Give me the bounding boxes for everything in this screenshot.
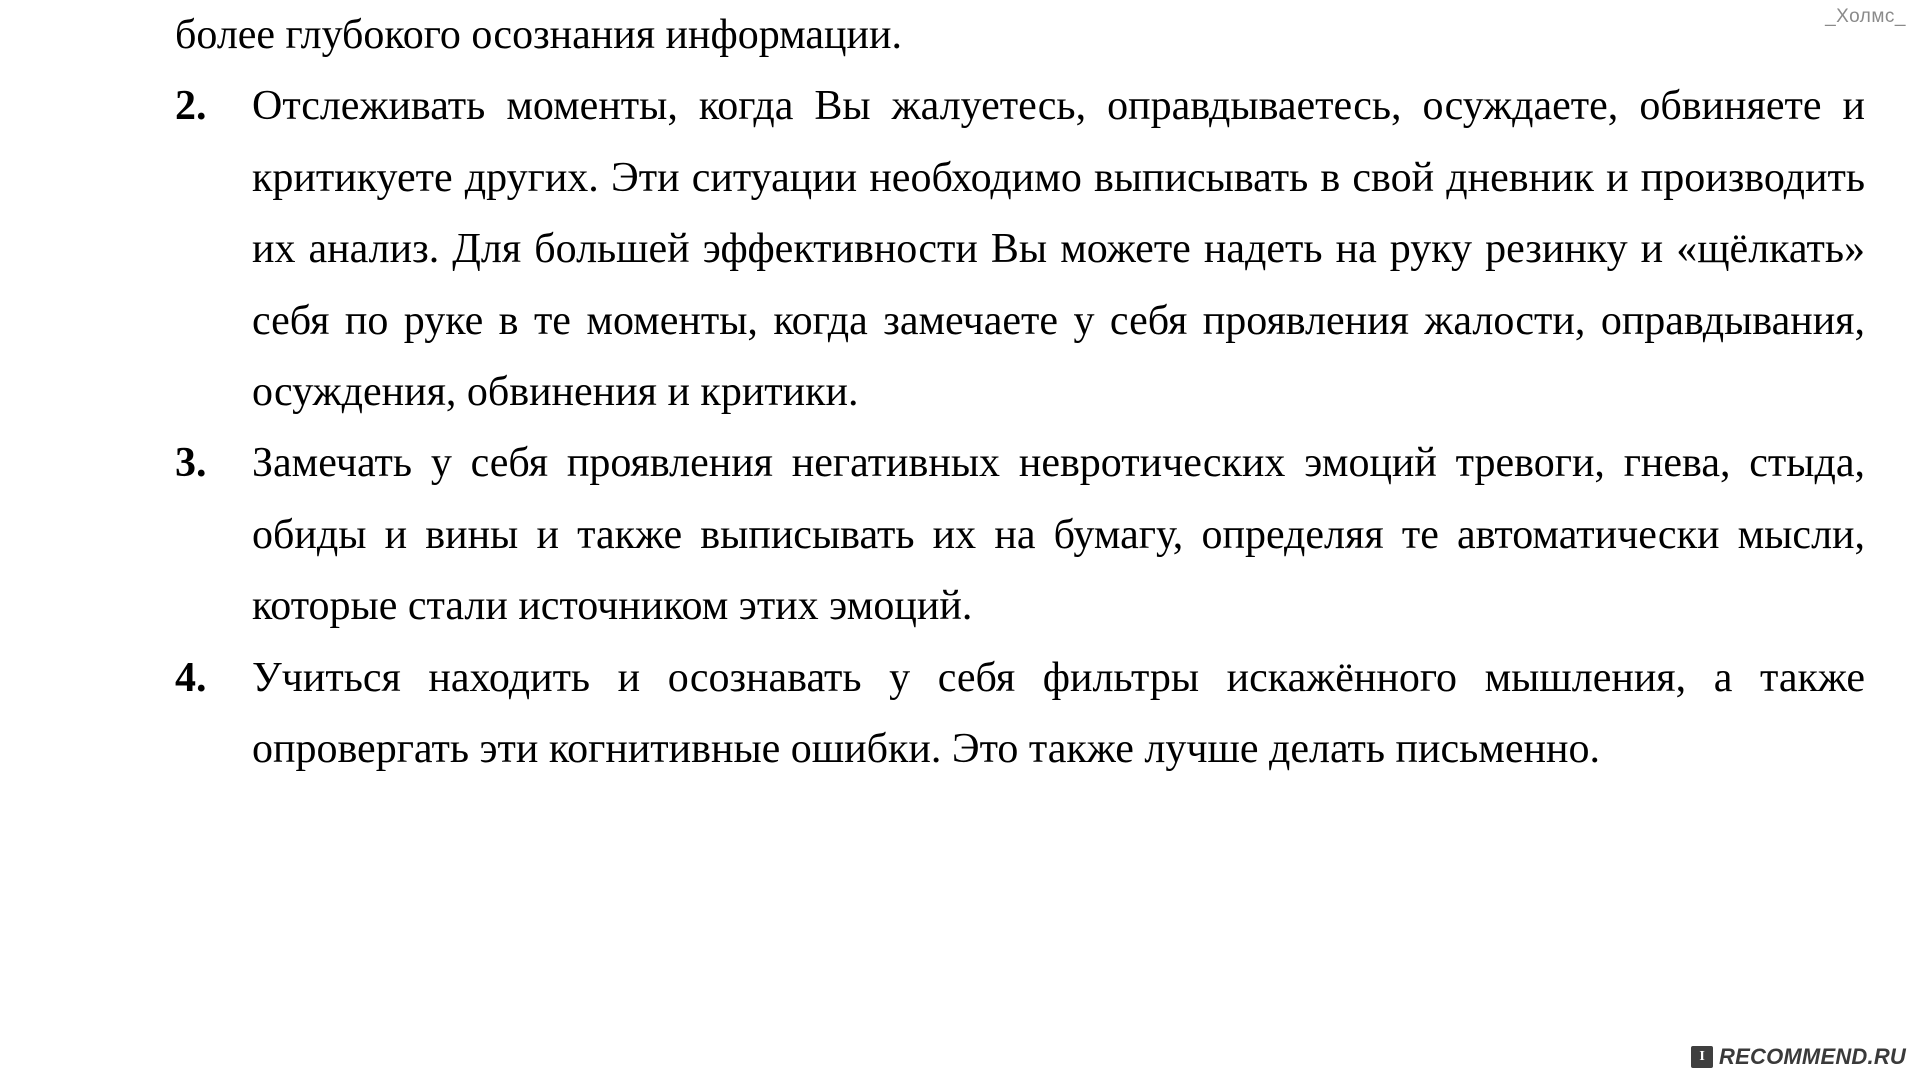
- list-item: [175, 71, 1865, 428]
- list-item-number: 3.: [175, 440, 207, 487]
- list-item-text: Отслеживать моменты, когда Вы жалуетесь, оправдываетесь, осуждаете, обвиняете и критикуете других. Эти ситуации необходимо выписывать в свой дневник и производить их анализ. Для большей эффективности Вы можете надеть на руку резинку и «щёлкать» себя по руке в те моменты, когда замечаете у себя проявления жалости, оправдывания, осуждения, обвинения и критики.: [252, 83, 1865, 415]
- recommend-logo-icon: I: [1691, 1046, 1713, 1068]
- list-item: [175, 643, 1865, 786]
- list-item-text: Замечать у себя проявления негативных невротических эмоций тревоги, гнева, стыда, обиды и вины и также выписывать их на бумагу, определяя те автоматически мысли, которые стали источником этих эмоций.: [252, 440, 1865, 630]
- numbered-list: [175, 71, 1875, 785]
- list-item-number: 2.: [175, 83, 207, 130]
- list-item-number: 4.: [175, 654, 207, 701]
- list-item-text: Учиться находить и осознавать у себя фильтры искажённого мышления, а также опровергать эти когнитивные ошибки. Это также лучше делать письменно.: [252, 654, 1865, 772]
- intro-paragraph: более глубокого осознания информации.: [175, 12, 902, 58]
- recommend-watermark-label: RECOMMEND.RU: [1719, 1044, 1906, 1069]
- document-content: [175, 0, 1875, 785]
- watermark-username: _Холмс_: [1825, 6, 1906, 27]
- list-item: [175, 428, 1865, 642]
- recommend-watermark: [1691, 1044, 1906, 1070]
